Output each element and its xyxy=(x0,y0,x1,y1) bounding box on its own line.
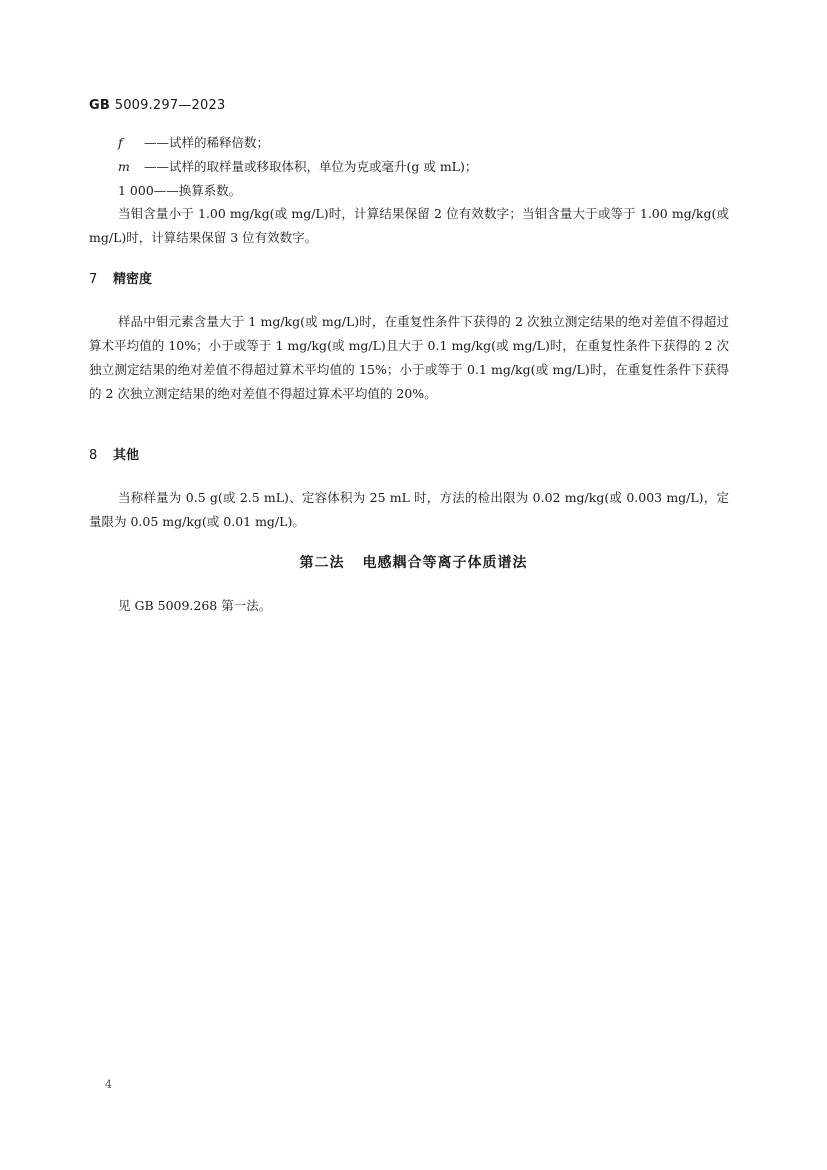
definition-text: ——换算系数。 xyxy=(153,183,242,198)
section-8-body: 当称样量为 0.5 g(或 2.5 mL)、定容体积为 25 mL 时，方法的检出限为 0.02 mg/kg(或 0.003 mg/L)，定量限为 0.05 mg/kg(或 0.01 mg/L)。 xyxy=(89,490,729,529)
page-number: 4 xyxy=(105,1078,112,1091)
method-name: 电感耦合等离子体质谱法 xyxy=(362,555,528,571)
method-label: 第二法 xyxy=(299,555,345,571)
definition-text: ——试样的取样量或移取体积，单位为克或毫升(g 或 mL)； xyxy=(144,159,478,174)
section-number: 8 xyxy=(89,448,98,463)
method-2-body: 见 GB 5009.268 第一法。 xyxy=(118,598,272,613)
standard-number: 5009.297—2023 xyxy=(114,98,226,113)
standard-prefix: GB xyxy=(89,98,110,113)
definition-symbol: m xyxy=(118,159,130,174)
section-title: 精密度 xyxy=(113,272,153,287)
definition-f xyxy=(118,133,269,153)
section-7-heading xyxy=(89,268,152,287)
section-number: 7 xyxy=(89,272,98,287)
standard-header xyxy=(89,98,225,113)
definition-m xyxy=(118,157,477,177)
method-2-title xyxy=(0,552,827,572)
definition-text: ——试样的稀释倍数； xyxy=(144,135,270,150)
section-8-heading xyxy=(89,444,139,463)
definition-1000 xyxy=(118,181,241,201)
definition-symbol: 1 000 xyxy=(118,183,154,198)
section-title: 其他 xyxy=(113,448,140,463)
definition-symbol: f xyxy=(118,135,123,150)
result-paragraph: 当钼含量小于 1.00 mg/kg(或 mg/L)时，计算结果保留 2 位有效数字；当钼含量大于或等于 1.00 mg/kg(或 mg/L)时，计算结果保留 3 位有效数字。 xyxy=(89,206,729,245)
section-7-body: 样品中钼元素含量大于 1 mg/kg(或 mg/L)时，在重复性条件下获得的 2 次独立测定结果的绝对差值不得超过算术平均值的 10%；小于或等于 1 mg/kg(或 mg/L)且大于 0.1 mg/kg(或 mg/L)时，在重复性条件下获得的 2 次独立测定结果的绝对差值不得超过算术平均值的 15%；小于或等于 0.1 mg/kg(或 mg/L)时，在重复性条件下获得的 2 次独立测定结果的绝对差值不得超过算术平均值的 20%。 xyxy=(89,314,729,401)
